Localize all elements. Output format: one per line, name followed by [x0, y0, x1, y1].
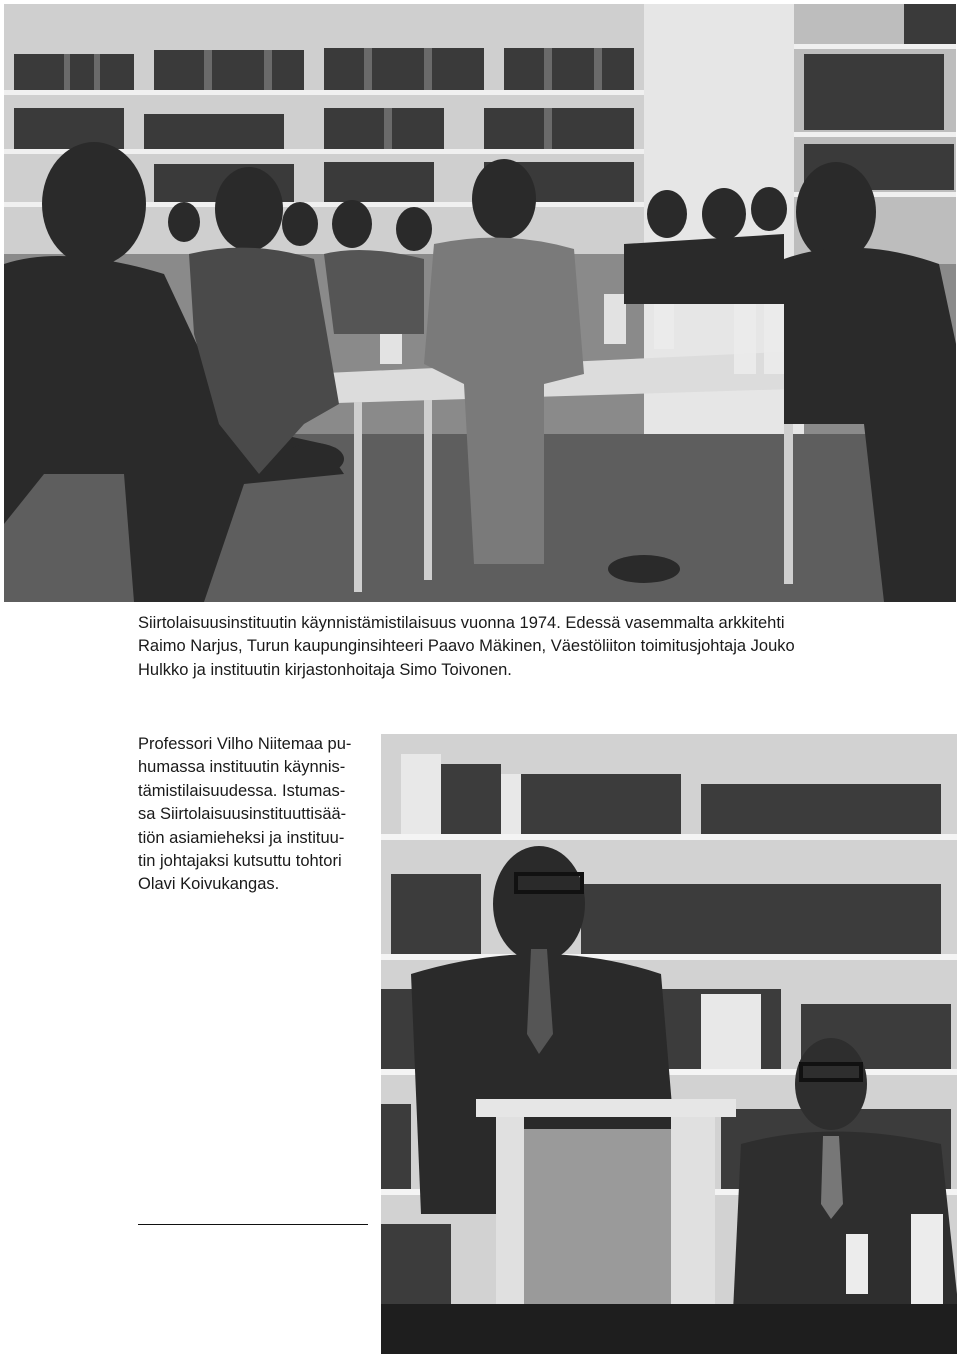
- caption-line: Raimo Narjus, Turun kaupunginsihteeri Paavo Mäkinen, Väestöliiton toimitusjohtaja Jouko: [138, 637, 795, 656]
- bottom-photo: [381, 734, 957, 1354]
- bottom-photo-caption: [138, 733, 374, 897]
- caption-line: tin johtajaksi kutsuttu tohtori: [138, 852, 342, 871]
- caption-line: sa Siirtolaisuusinstituuttisää-: [138, 805, 347, 824]
- divider-rule: [138, 1224, 368, 1225]
- bottom-photo-image: [381, 734, 957, 1354]
- top-photo-image: [4, 4, 956, 602]
- caption-line: Olavi Koivukangas.: [138, 875, 280, 894]
- caption-line: Professori Vilho Niitemaa pu-: [138, 735, 352, 753]
- caption-line: tämistilaisuudessa. Istumas-: [138, 781, 346, 800]
- caption-line: tiön asiamieheksi ja instituu-: [138, 828, 345, 847]
- caption-line: Siirtolaisuusinstituutin käynnistämistilaisuus vuonna 1974. Edessä vasemmalta arkkitehti: [138, 614, 785, 632]
- top-photo-caption: [138, 612, 868, 682]
- caption-line: Hulkko ja instituutin kirjastonhoitaja Simo Toivonen.: [138, 660, 512, 679]
- caption-line: humassa instituutin käynnis-: [138, 758, 346, 777]
- top-photo: [4, 4, 956, 602]
